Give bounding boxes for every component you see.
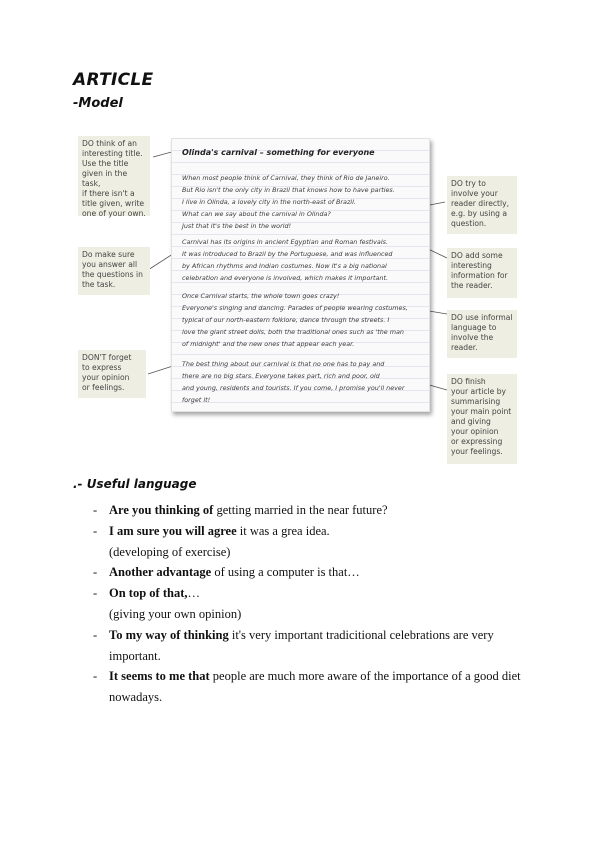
tip-note-question: DO try to involve your reader directly, e.g. by using a question.	[447, 176, 517, 234]
useful-language-list	[93, 500, 533, 708]
phrase-note: (giving your own opinion)	[109, 606, 242, 621]
tip-note-information: DO add some interesting information for the reader.	[447, 248, 517, 298]
list-item: - To my way of thinking it's very important tradicitional celebrations are very important.	[93, 625, 533, 667]
article-paragraph: When most people think of Carnival, they think of Rio de Janeiro. But Rio isn't the only city in Brazil that knows how to have parties. I live in Olinda, a lovely city in the north-east of Brazil. What can we say about the carnival in Olinda? Just that it's the best in the world!	[182, 174, 395, 230]
phrase: To my way of thinking	[109, 627, 229, 642]
page-heading: ARTICLE	[73, 70, 154, 90]
list-item: - On top of that,… (giving your own opinion)	[93, 583, 533, 625]
list-item: - I am sure you will agree it was a grea idea. (developing of exercise)	[93, 521, 533, 563]
tip-note-opinion: DON'T forget to express your opinion or feelings.	[78, 350, 146, 398]
phrase-continuation: getting married in the near future?	[213, 503, 388, 517]
phrase-continuation: of using a computer is that…	[211, 565, 360, 580]
model-article-figure	[75, 132, 520, 467]
phrase-continuation: it was a grea idea.	[236, 523, 330, 538]
phrase: On top of that,	[109, 586, 188, 601]
tip-note-title: DO think of an interesting title. Use the title given in the task, if there isn't a title given, write one of your own.	[78, 136, 150, 216]
phrase-note: (developing of exercise)	[109, 544, 231, 559]
phrase: Are you thinking of	[109, 503, 214, 517]
article-paragraph: The best thing about our carnival is that no one has to pay and there are no big stars. Everyone takes part, rich and poor, old and young, residents and tourists. If you come, I promise you'll never forget it!	[182, 360, 405, 404]
list-item: - It seems to me that people are much more aware of the importance of a good diet nowadays.	[93, 666, 533, 708]
phrase-continuation: it's very important tradicitional celebrations are very	[228, 627, 494, 642]
tip-note-finish: DO finish your article by summarising your main point and giving your opinion or expressing your feelings.	[447, 374, 517, 464]
tip-note-answer: Do make sure you answer all the questions in the task.	[78, 247, 150, 295]
model-subheading: -Model	[73, 96, 123, 111]
list-item: - Are you thinking of getting married in the near future?	[93, 503, 388, 517]
phrase: Another advantage	[109, 565, 212, 580]
phrase-continuation: people are much more aware of the importance of a good diet	[209, 669, 521, 684]
article-paragraph: Carnival has its origins in ancient Egyptian and Roman festivals. It was introduced to Brazil by the Portuguese, and was influenced by African rhythms and Indian costumes. Now it's a big national celebration and everyone is involved, which makes it important.	[182, 238, 393, 282]
phrase-note: important.	[109, 648, 161, 663]
phrase: I am sure you will agree	[109, 523, 237, 538]
article-paragraph: Once Carnival starts, the whole town goes crazy! Everyone's singing and dancing. Parades of people wearing costumes, typical of our north-eastern folklore, dance through the streets. I love the giant street dolls, both the traditional ones such as 'the man of midnight' and the new ones that appear each year.	[182, 292, 408, 348]
article-paper	[171, 138, 430, 412]
article-title: Olinda's carnival – something for everyone	[182, 148, 375, 157]
phrase: It seems to me that	[109, 669, 210, 684]
phrase-note: nowadays.	[109, 690, 163, 705]
list-item: - Another advantage of using a computer is that…	[93, 565, 360, 580]
useful-language-heading: .- Useful language	[73, 477, 197, 491]
phrase-continuation: …	[187, 586, 200, 601]
tip-note-informal: DO use informal language to involve the reader.	[447, 310, 517, 358]
